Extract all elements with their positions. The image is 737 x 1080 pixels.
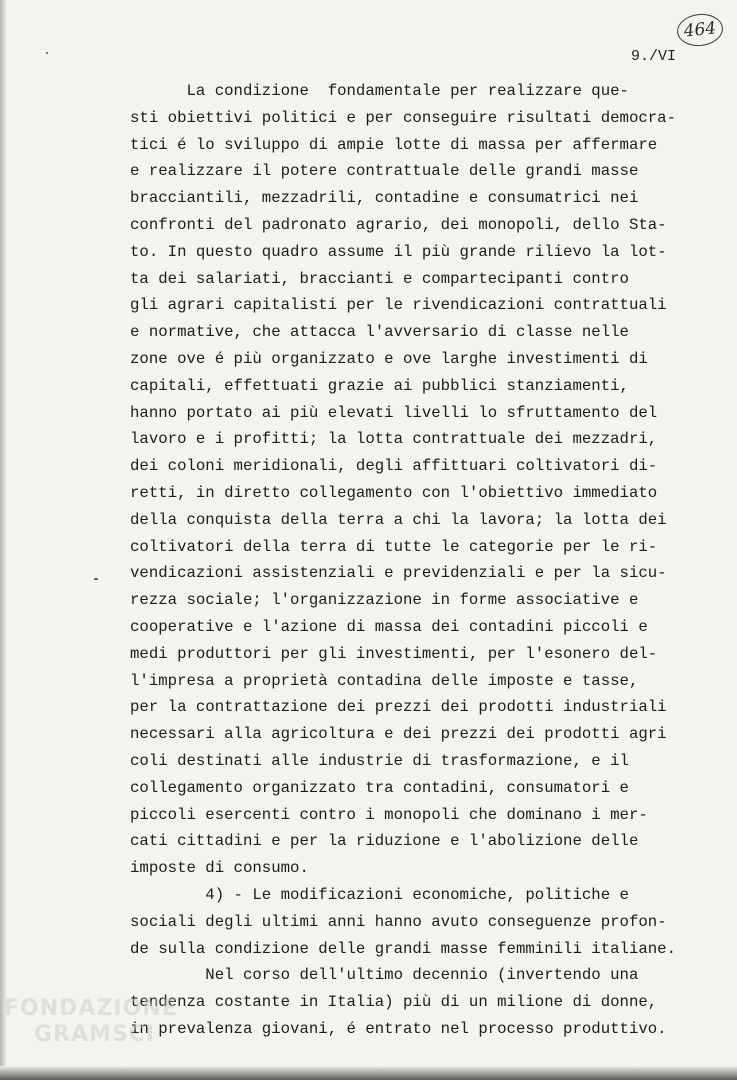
text-line: tendenza costante in Italia) più di un milione di donne, (130, 993, 658, 1012)
text-line: La condizione fondamentale per realizzare que- (130, 82, 629, 100)
text-line: ta dei salariati, braccianti e compartecipanti contro (130, 269, 629, 288)
text-line: sti obiettivi politici e per conseguire risultati democra- (130, 108, 677, 127)
watermark-line-1: FONDAZIONE (4, 996, 178, 1021)
text-line: e normative, che attacca l'avversario di classe nelle (130, 323, 629, 342)
text-line: coltivatori della terra di tutte le categorie per le ri- (130, 537, 658, 556)
text-line: imposte di consumo. (130, 859, 309, 878)
text-line: cati cittadini e per la riduzione e l'abolizione delle (130, 832, 639, 851)
text-line: confronti del padronato agrario, dei monopoli, dello Sta- (130, 215, 667, 234)
archive-watermark (4, 998, 178, 1046)
text-line: lavoro e i profitti; la lotta contrattuale dei mezzadri, (130, 430, 658, 449)
text-line: e realizzare il potere contrattuale delle grandi masse (130, 162, 639, 181)
page-bottom-edge (0, 1066, 737, 1080)
text-line: vendicazioni assistenziali e previdenziali e per la sicu- (130, 564, 667, 583)
text-line: bracciantili, mezzadrili, contadine e consumatrici nei (130, 189, 639, 208)
text-line: dei coloni meridionali, degli affittuari coltivatori di- (130, 457, 658, 476)
paper-speck (94, 578, 98, 580)
page-number: 9./VI (631, 48, 677, 65)
text-line: retti, in diretto collegamento con l'obiettivo immediato (130, 483, 658, 502)
text-line: medi produttori per gli investimenti, per l'esonero del- (130, 644, 658, 663)
text-line: Nel corso dell'ultimo decennio (invertendo una (130, 966, 639, 985)
text-line: capitali, effettuati grazie ai pubblici stanziamenti, (130, 376, 629, 395)
text-line: de sulla condizione delle grandi masse femminili italiane. (130, 939, 677, 958)
text-line: tici é lo sviluppo di ampie lotte di massa per affermare (130, 135, 658, 154)
text-line: zone ove é più organizzato e ove larghe investimenti di (130, 349, 648, 368)
text-line: gli agrari capitalisti per le rivendicazioni contrattuali (130, 296, 667, 315)
text-line: rezza sociale; l'organizzazione in forme associative e (130, 591, 639, 610)
text-line: l'impresa a proprietà contadina delle imposte e tasse, (130, 671, 639, 690)
text-line: piccoli esercenti contro i monopoli che dominano i mer- (130, 805, 648, 824)
text-line: per la contrattazione dei prezzi dei prodotti industriali (130, 698, 667, 717)
text-line: coli destinati alle industrie di trasformazione, e il (130, 751, 629, 770)
text-line: in prevalenza giovani, é entrato nel processo produttivo. (130, 1019, 667, 1038)
text-line: cooperative e l'azione di massa dei contadini piccoli e (130, 617, 648, 636)
text-line: sociali degli ultimi anni hanno avuto conseguenze profon- (130, 912, 667, 931)
text-line: della conquista della terra a chi la lavora; la lotta dei (130, 510, 667, 529)
watermark-line-2: GRAMSCI (34, 1022, 156, 1047)
handwritten-folio-number: 464 (675, 12, 724, 49)
page-left-edge (0, 0, 6, 1080)
text-line: collegamento organizzato tra contadini, consumatori e (130, 778, 629, 797)
typewritten-text-body (130, 78, 677, 1043)
text-line: necessari alla agricoltura e dei prezzi dei prodotti agri (130, 725, 667, 744)
text-line: hanno portato ai più elevati livelli lo sfruttamento del (130, 403, 658, 422)
text-line: 4) - Le modificazioni economiche, politiche e (130, 885, 629, 904)
paper-speck (46, 52, 48, 54)
text-line: to. In questo quadro assume il più grande rilievo la lot- (130, 242, 667, 261)
